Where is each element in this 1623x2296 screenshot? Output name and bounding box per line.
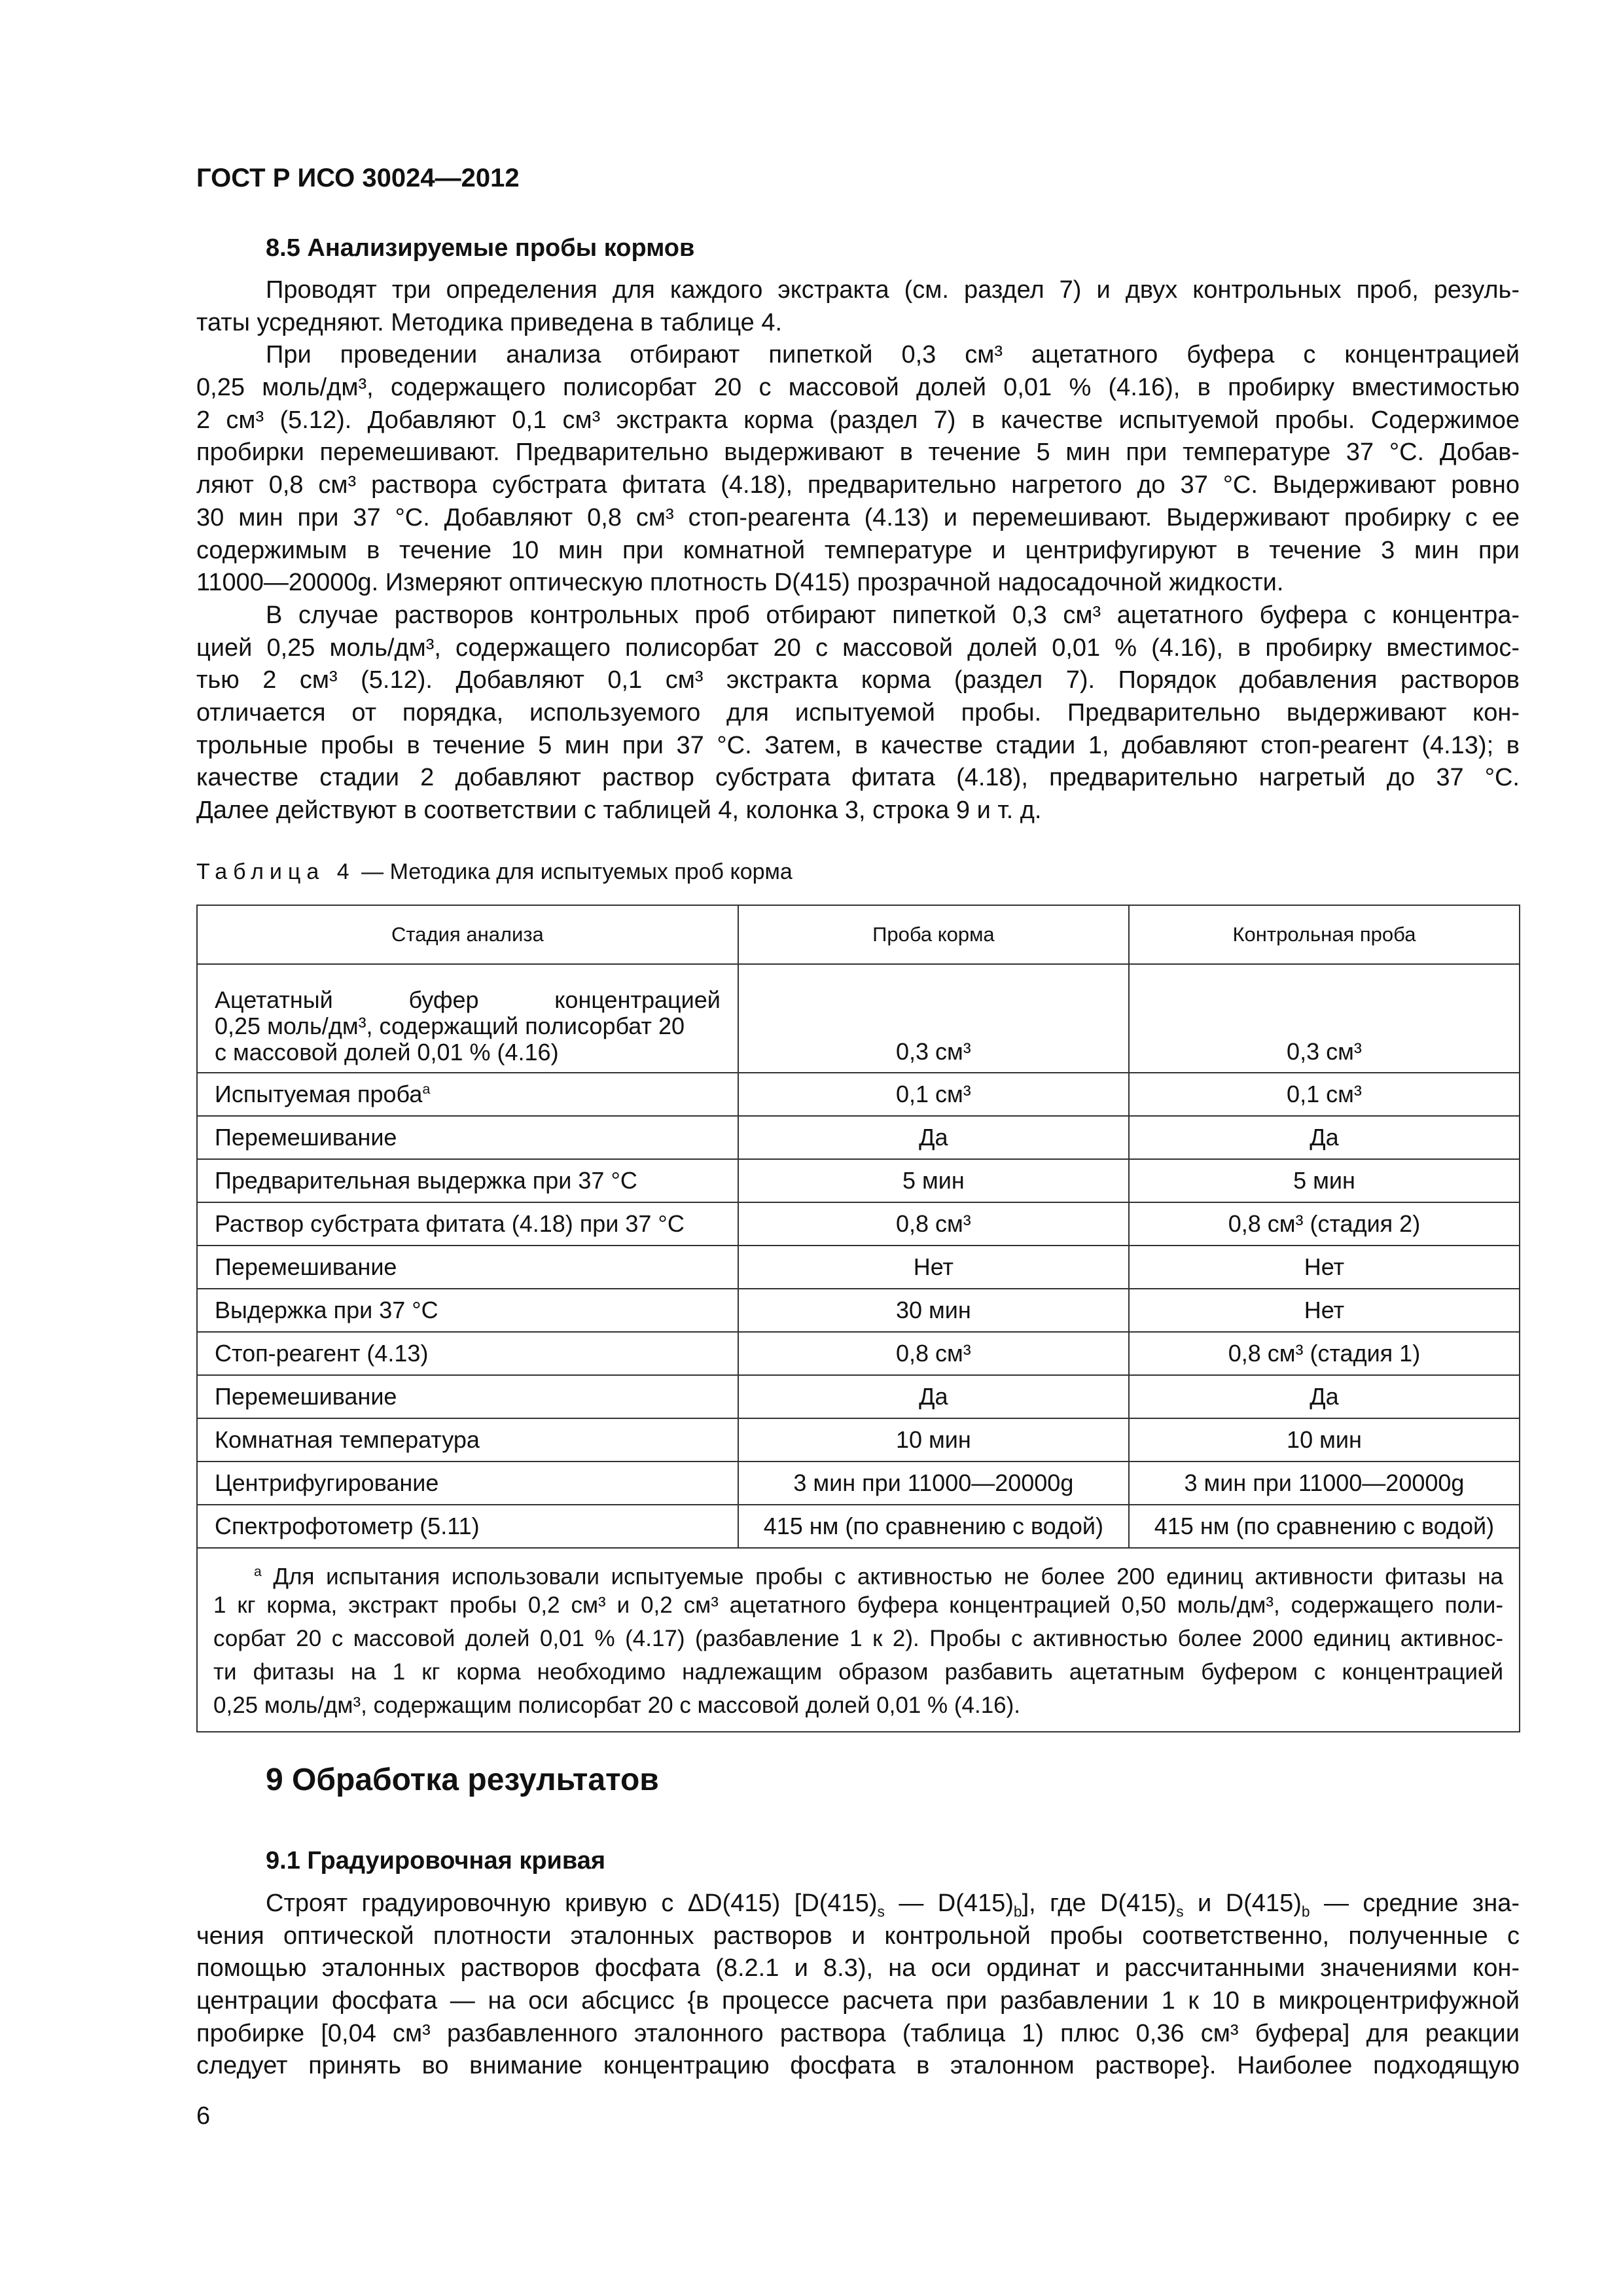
cell-stage (197, 1159, 738, 1202)
text-line: следует принять во внимание концентрацию фосфата в эталонном растворе}. Наиболее подходящую (196, 2052, 1520, 2080)
subscript: s (877, 1903, 885, 1920)
text-line: ляют 0,8 см³ раствора субстрата фитата (4.18), предварительно нагретого до 37 °С. Выдерживают ровно (196, 471, 1520, 499)
cell-stage (197, 1375, 738, 1418)
table-row (197, 1418, 1520, 1462)
section-9-1-body (196, 1888, 1520, 2083)
table-row (197, 1159, 1520, 1202)
cell-stage (197, 1116, 738, 1159)
table-4 (196, 905, 1520, 1732)
cell-control: 0,8 см³ (стадия 1) (1129, 1332, 1520, 1375)
table-row (197, 1505, 1520, 1548)
footnote-line (213, 1588, 1503, 1622)
table-row (197, 1375, 1520, 1418)
footnote-marker: a (422, 1081, 431, 1097)
cell-sample: Да (738, 1375, 1129, 1418)
cell-stage (197, 1246, 738, 1289)
cell-sample: 0,8 см³ (738, 1202, 1129, 1246)
cell-stage-text: Стоп-реагент (4.13) (215, 1340, 429, 1367)
text-line: 30 мин при 37 °С. Добавляют 0,8 см³ стоп-реагента (4.13) и перемешивают. Выдерживают пробирку с ее (196, 503, 1520, 531)
text-line: 0,25 моль/дм³, содержащего полисорбат 20 с массовой долей 0,01 % (4.16), в пробирку вместимостью (196, 374, 1520, 402)
subscript: s (1176, 1903, 1184, 1920)
text-line: качестве стадии 2 добавляют раствор субстрата фитата (4.18), предварительно нагретый до 37 °С. (196, 764, 1520, 792)
column-header-stage: Стадия анализа (197, 905, 738, 964)
cell-stage-text: Выдержка при 37 °С (215, 1297, 438, 1323)
cell-stage (197, 1505, 738, 1548)
text-line: помощью эталонных растворов фосфата (8.2.1 и 8.3), на оси ординат и рассчитанными значениями кон- (196, 1954, 1520, 1982)
table-row (197, 1289, 1520, 1332)
table-row (197, 964, 1520, 1073)
cell-control: Нет (1129, 1246, 1520, 1289)
cell-stage (197, 1202, 738, 1246)
cell-sample: 0,1 см³ (738, 1073, 1129, 1116)
cell-control: Да (1129, 1375, 1520, 1418)
cell-stage (197, 1418, 738, 1462)
cell-stage-text: Комнатная температура (215, 1426, 480, 1453)
cell-stage (197, 964, 738, 1073)
table-caption-text: — Методика для испытуемых проб корма (355, 859, 793, 884)
cell-stage-line: с массовой долей 0,01 % (4.16) (215, 1039, 559, 1066)
footnote-text: сорбат 20 с массовой долей 0,01 % (4.17) (разбавление 1 к 2). Пробы с активностью более 2000 единиц активнос- (213, 1626, 1503, 1651)
cell-control: 0,3 см³ (1129, 964, 1520, 1073)
text-line: чения оптической плотности эталонных растворов и контрольной пробы соответственно, полученные с (196, 1922, 1520, 1950)
subscript: b (1301, 1903, 1310, 1920)
page-number: 6 (196, 2102, 211, 2130)
cell-sample: 415 нм (по сравнению с водой) (738, 1505, 1129, 1548)
cell-stage-text: Испытуемая проба (215, 1081, 423, 1107)
table-footnote-row (197, 1548, 1520, 1732)
cell-stage-text: Спектрофотометр (5.11) (215, 1513, 480, 1539)
subscript: b (1013, 1903, 1022, 1920)
column-header-control: Контрольная проба (1129, 905, 1520, 964)
cell-stage (197, 1289, 738, 1332)
text-line: отличается от порядка, используемого для испытуемой пробы. Предварительно выдерживают кон- (196, 698, 1520, 726)
table-row (197, 1073, 1520, 1116)
cell-stage-text: Перемешивание (215, 1124, 397, 1151)
cell-sample: 5 мин (738, 1159, 1129, 1202)
text-segment: — средние зна- (1310, 1890, 1520, 1917)
footnote-line (213, 1655, 1503, 1689)
footnote-text: 0,25 моль/дм³, содержащим полисорбат 20 с массовой долей 0,01 % (4.16). (213, 1693, 1020, 1718)
table-row (197, 1246, 1520, 1289)
table-row (197, 1202, 1520, 1246)
cell-control: Да (1129, 1116, 1520, 1159)
text-line: Проводят три определения для каждого экстракта (см. раздел 7) и двух контрольных проб, резуль- (266, 276, 1520, 304)
section-8-5-body (196, 274, 1520, 827)
cell-sample: Да (738, 1116, 1129, 1159)
cell-stage (197, 1073, 738, 1116)
footnote-text: Для испытания использовали испытуемые пробы с активностью не более 200 единиц активности фитазы на (273, 1564, 1503, 1590)
table-header-row (197, 905, 1520, 964)
text-line: центрации фосфата — на оси абсцисс {в процессе расчета при разбавлении 1 к 10 в микроцентрифужной (196, 1987, 1520, 2015)
cell-stage-text: Центрифугирование (215, 1469, 439, 1496)
text-segment: ], где D(415) (1022, 1890, 1177, 1917)
cell-control: 415 нм (по сравнению с водой) (1129, 1505, 1520, 1548)
table-caption (196, 859, 793, 885)
text-line: цией 0,25 моль/дм³, содержащего полисорбат 20 с массовой долей 0,01 % (4.16), в пробирку вместимос- (196, 634, 1520, 662)
cell-stage (197, 1332, 738, 1375)
table-caption-label: Таблица 4 (196, 859, 355, 884)
footnote-line (213, 1555, 1503, 1588)
footnote-text: ти фитазы на 1 кг корма необходимо надлежащим образом разбавить ацетатным буфером с концентрацией (213, 1659, 1503, 1685)
cell-control: Нет (1129, 1289, 1520, 1332)
cell-sample: 10 мин (738, 1418, 1129, 1462)
text-line: 11000—20000g. Измеряют оптическую плотность D(415) прозрачной надосадочной жидкости. (196, 569, 1284, 597)
cell-control: 3 мин при 11000—20000g (1129, 1462, 1520, 1505)
footnote-marker: a (254, 1564, 262, 1579)
footnote-line (213, 1689, 1503, 1722)
footnote-text: 1 кг корма, экстракт пробы 0,2 см³ и 0,2 см³ ацетатного буфера концентрацией 0,50 моль/дм³, содержащего поли- (213, 1592, 1503, 1618)
cell-stage-line: Ацетатный буфер концентрацией (215, 986, 721, 1013)
cell-sample: 30 мин (738, 1289, 1129, 1332)
table-footnote (197, 1548, 1520, 1732)
footnote-line (213, 1622, 1503, 1655)
table-row (197, 1116, 1520, 1159)
section-8-5-heading: 8.5 Анализируемые пробы кормов (266, 234, 695, 262)
table-row (197, 1462, 1520, 1505)
text-line: таты усредняют. Методика приведена в таблице 4. (196, 308, 783, 336)
text-line: пробирки перемешивают. Предварительно выдерживают в течение 5 мин при температуре 37 °С. Добав- (196, 439, 1520, 467)
cell-sample: 0,3 см³ (738, 964, 1129, 1073)
text-segment: и D(415) (1183, 1890, 1302, 1917)
cell-control: 5 мин (1129, 1159, 1520, 1202)
column-header-sample: Проба корма (738, 905, 1129, 964)
text-line: содержимым в течение 10 мин при комнатной температуре и центрифугируют в течение 3 мин при (196, 536, 1520, 564)
document-header: ГОСТ Р ИСО 30024—2012 (196, 164, 520, 192)
cell-stage-text: Раствор субстрата фитата (4.18) при 37 °С (215, 1210, 685, 1237)
text-line (196, 1888, 1520, 1920)
cell-stage-text: Перемешивание (215, 1253, 397, 1280)
cell-sample: 0,8 см³ (738, 1332, 1129, 1375)
section-9-heading: 9 Обработка результатов (266, 1763, 659, 1797)
text-line: пробирке [0,04 см³ разбавленного эталонного раствора (таблица 1) плюс 0,36 см³ буфера] для реакции (196, 2019, 1520, 2047)
cell-control: 10 мин (1129, 1418, 1520, 1462)
cell-control: 0,1 см³ (1129, 1073, 1520, 1116)
cell-stage (197, 1462, 738, 1505)
text-line: тью 2 см³ (5.12). Добавляют 0,1 см³ экстракта корма (раздел 7). Порядок добавления растворов (196, 666, 1520, 694)
text-line: 2 см³ (5.12). Добавляют 0,1 см³ экстракта корма (раздел 7) в качестве испытуемой пробы. Содержимое (196, 406, 1520, 434)
text-line: Далее действуют в соответствии с таблицей 4, колонка 3, строка 9 и т. д. (196, 797, 1042, 824)
cell-sample: 3 мин при 11000—20000g (738, 1462, 1129, 1505)
table-row (197, 1332, 1520, 1375)
text-line: трольные пробы в течение 5 мин при 37 °С. Затем, в качестве стадии 1, добавляют стоп-реагент (4.13); в (196, 731, 1520, 759)
cell-stage-line: 0,25 моль/дм³, содержащий полисорбат 20 (215, 1013, 685, 1039)
text-line: В случае растворов контрольных проб отбирают пипеткой 0,3 см³ ацетатного буфера с концентра- (266, 601, 1520, 629)
cell-stage-text: Предварительная выдержка при 37 °С (215, 1167, 637, 1194)
cell-stage-text: Перемешивание (215, 1383, 397, 1410)
text-segment: — D(415) (884, 1890, 1014, 1917)
text-segment: Строят градуировочную кривую с ΔD(415) [D(415) (266, 1890, 878, 1917)
cell-control: 0,8 см³ (стадия 2) (1129, 1202, 1520, 1246)
section-9-1-heading: 9.1 Градуировочная кривая (266, 1847, 606, 1874)
text-line: При проведении анализа отбирают пипеткой 0,3 см³ ацетатного буфера с концентрацией (266, 341, 1520, 369)
cell-sample: Нет (738, 1246, 1129, 1289)
